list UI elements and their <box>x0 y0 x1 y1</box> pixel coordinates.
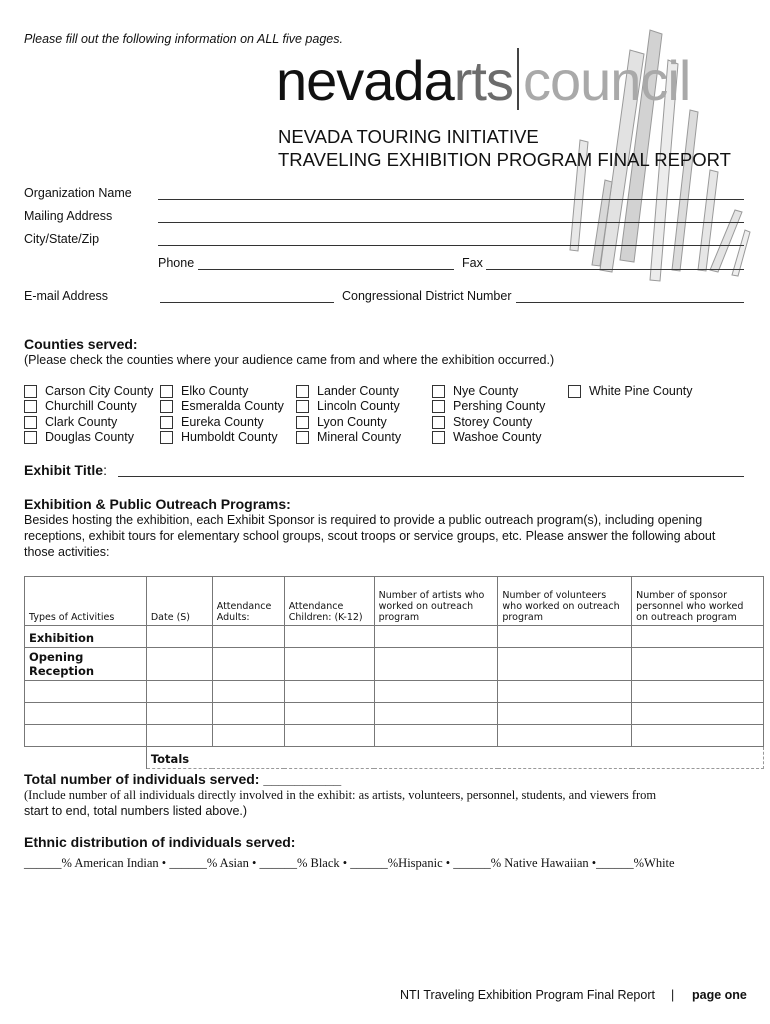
organization-name-field[interactable] <box>158 199 744 200</box>
table-row <box>25 681 764 703</box>
county-checkbox[interactable] <box>568 385 581 398</box>
table-header-cell <box>25 577 147 626</box>
table-header-cell <box>498 577 632 626</box>
table-row <box>25 626 764 648</box>
county-label: Storey County <box>453 415 533 429</box>
county-option[interactable] <box>296 399 400 413</box>
county-option[interactable] <box>432 399 545 413</box>
total-served-note-line2: start to end, total numbers listed above.) <box>24 804 248 818</box>
county-option[interactable] <box>160 415 264 429</box>
table-header-text: Number of volunteers <box>502 590 607 601</box>
county-checkbox[interactable] <box>432 400 445 413</box>
table-header-cell <box>212 577 284 626</box>
table-input-cell[interactable] <box>146 681 212 703</box>
table-input-cell[interactable] <box>374 725 498 747</box>
activity-type-cell[interactable]: Opening Reception <box>25 648 147 681</box>
county-label: Carson City County <box>45 384 154 398</box>
table-header-cell <box>284 577 374 626</box>
table-header-cell <box>632 577 764 626</box>
counties-note: (Please check the counties where your audience came from and where the exhibition occurred.) <box>24 353 555 367</box>
outreach-text-line3: those activities: <box>24 545 110 559</box>
logo-word-council: council <box>522 49 691 112</box>
counties-heading: Counties served: <box>24 336 138 352</box>
county-option[interactable] <box>24 415 117 429</box>
table-header-text: Date (S) <box>150 612 191 623</box>
table-row <box>25 648 764 681</box>
fax-label: Fax <box>462 256 483 270</box>
table-input-cell[interactable] <box>632 681 764 703</box>
mailing-address-field[interactable] <box>158 222 744 223</box>
county-label: Washoe County <box>453 430 542 444</box>
city-state-zip-label: City/State/Zip <box>24 232 100 246</box>
exhibit-title-colon: : <box>103 462 107 478</box>
total-served-heading: Total number of individuals served: __________ <box>24 771 342 787</box>
phone-label: Phone <box>158 256 195 270</box>
congressional-district-field[interactable] <box>516 302 744 303</box>
outreach-heading: Exhibition & Public Outreach Programs: <box>24 496 291 512</box>
county-option[interactable] <box>24 399 137 413</box>
county-option[interactable] <box>24 430 134 444</box>
county-checkbox[interactable] <box>24 385 37 398</box>
county-checkbox[interactable] <box>24 400 37 413</box>
county-option[interactable] <box>160 384 248 398</box>
table-input-cell[interactable] <box>284 703 374 725</box>
table-input-cell[interactable] <box>374 681 498 703</box>
table-header-text: who worked on outreach <box>502 601 620 612</box>
table-input-cell[interactable] <box>146 703 212 725</box>
logo-divider <box>517 48 519 110</box>
county-label: Lander County <box>317 384 400 398</box>
email-label: E-mail Address <box>24 289 109 303</box>
table-input-cell[interactable] <box>212 681 284 703</box>
table-header-text: Attendance <box>216 601 272 612</box>
table-input-cell[interactable] <box>212 703 284 725</box>
table-input-cell[interactable] <box>284 626 374 648</box>
footer-page-number: page one <box>692 988 747 1002</box>
county-label: Eureka County <box>181 415 264 429</box>
table-header-text: Children: (K-12) <box>288 612 363 623</box>
table-input-cell[interactable] <box>632 648 764 681</box>
county-option[interactable] <box>160 399 284 413</box>
county-checkbox[interactable] <box>296 431 309 444</box>
county-checkbox[interactable] <box>24 416 37 429</box>
total-served-note-line1: (Include number of all individuals directly involved in the exhibit: as artists, volunteers, personnel, students, and viewers from <box>24 788 657 802</box>
county-option[interactable] <box>24 384 153 398</box>
exhibit-title-label <box>24 462 107 478</box>
table-input-cell[interactable] <box>498 681 632 703</box>
activity-type-cell[interactable] <box>25 703 147 725</box>
table-header-text: personnel who worked <box>636 601 744 612</box>
totals-label: Totals <box>150 752 190 766</box>
county-option[interactable] <box>296 384 399 398</box>
table-input-cell[interactable] <box>212 626 284 648</box>
table-input-cell[interactable] <box>498 725 632 747</box>
table-input-cell[interactable] <box>632 725 764 747</box>
county-checkbox[interactable] <box>296 400 309 413</box>
county-label: Douglas County <box>45 430 134 444</box>
county-label: Lincoln County <box>317 399 400 413</box>
county-checkbox[interactable] <box>24 431 37 444</box>
county-option[interactable] <box>568 384 693 398</box>
county-label: Nye County <box>453 384 519 398</box>
table-input-cell[interactable] <box>146 626 212 648</box>
totals-row-cell[interactable] <box>146 747 763 769</box>
table-header-text: Adults: <box>216 612 250 623</box>
table-header-text: program <box>378 612 420 623</box>
outreach-activities-table <box>24 576 764 769</box>
county-label: Pershing County <box>453 399 546 413</box>
logo-word-nevada: nevada <box>276 49 454 112</box>
outreach-text-line1: Besides hosting the exhibition, each Exhibit Sponsor is required to provide a public outreach program(s), including opening <box>24 513 703 527</box>
table-row <box>25 725 764 747</box>
email-field[interactable] <box>160 302 334 303</box>
nevada-arts-council-logo <box>276 48 690 110</box>
county-label: Lyon County <box>317 415 387 429</box>
county-checkbox[interactable] <box>432 416 445 429</box>
table-input-cell[interactable] <box>146 648 212 681</box>
table-row <box>25 703 764 725</box>
table-header-cell <box>374 577 498 626</box>
footer-separator: | <box>671 988 675 1002</box>
table-input-cell[interactable] <box>632 703 764 725</box>
county-label: Mineral County <box>317 430 402 444</box>
table-input-cell[interactable] <box>374 648 498 681</box>
county-option[interactable] <box>432 430 541 444</box>
organization-name-label: Organization Name <box>24 186 132 200</box>
exhibit-title-label-text: Exhibit Title <box>24 462 104 478</box>
table-header-text: worked on outreach <box>378 601 474 612</box>
county-checkbox[interactable] <box>160 400 173 413</box>
outreach-text-line2: receptions, exhibit tours for elementary school groups, scout troops or service groups, etc. Please answer the following about <box>24 529 716 543</box>
phone-field[interactable] <box>198 269 454 270</box>
county-checkbox[interactable] <box>296 385 309 398</box>
county-label: Esmeralda County <box>181 399 284 413</box>
congressional-district-label: Congressional District Number <box>342 289 512 303</box>
table-input-cell[interactable] <box>284 681 374 703</box>
logo-word-arts: rts <box>453 49 513 112</box>
table-input-cell[interactable] <box>498 703 632 725</box>
county-label: White Pine County <box>589 384 693 398</box>
county-checkbox[interactable] <box>296 416 309 429</box>
table-input-cell[interactable] <box>212 725 284 747</box>
table-header-text: program <box>502 612 543 623</box>
county-checkbox[interactable] <box>432 385 445 398</box>
fax-field[interactable] <box>486 269 744 270</box>
city-state-zip-field[interactable] <box>158 245 744 246</box>
ethnic-distribution-line[interactable]: ______% American Indian • ______% Asian • ______% Black • ______%Hispanic • ______% Native Hawaiian •______%White <box>24 856 675 870</box>
activity-type-cell[interactable] <box>25 681 147 703</box>
form-title-line1: NEVADA TOURING INITIATIVE <box>278 126 539 147</box>
table-input-cell[interactable] <box>284 648 374 681</box>
county-label: Humboldt County <box>181 430 278 444</box>
table-header-text: Number of sponsor <box>636 590 728 601</box>
ethnic-heading: Ethnic distribution of individuals served: <box>24 834 296 850</box>
form-title-line2: TRAVELING EXHIBITION PROGRAM FINAL REPORT <box>278 149 731 170</box>
table-input-cell[interactable] <box>374 626 498 648</box>
county-option[interactable] <box>296 430 401 444</box>
activity-type-cell[interactable]: Exhibition <box>25 626 147 648</box>
totals-spacer <box>25 747 147 769</box>
table-input-cell[interactable] <box>212 648 284 681</box>
table-input-cell[interactable] <box>146 725 212 747</box>
county-option[interactable] <box>432 415 532 429</box>
table-input-cell[interactable] <box>374 703 498 725</box>
table-input-cell[interactable] <box>498 626 632 648</box>
footer-report-name: NTI Traveling Exhibition Program Final Report <box>400 988 655 1002</box>
county-option[interactable] <box>296 415 387 429</box>
county-option[interactable] <box>160 430 278 444</box>
table-input-cell[interactable] <box>632 626 764 648</box>
county-checkbox[interactable] <box>160 385 173 398</box>
county-checkbox[interactable] <box>432 431 445 444</box>
table-header-cell <box>146 577 212 626</box>
instruction-text: Please fill out the following information on ALL five pages. <box>24 32 343 46</box>
table-input-cell[interactable] <box>284 725 374 747</box>
mailing-address-label: Mailing Address <box>24 209 113 223</box>
activity-type-cell[interactable] <box>25 725 147 747</box>
county-label: Elko County <box>181 384 249 398</box>
county-label: Churchill County <box>45 399 137 413</box>
table-input-cell[interactable] <box>498 648 632 681</box>
county-label: Clark County <box>45 415 118 429</box>
table-header-text: Attendance <box>288 601 344 612</box>
county-option[interactable] <box>432 384 518 398</box>
exhibit-title-field[interactable] <box>118 476 744 477</box>
table-header-text: on outreach program <box>636 612 737 623</box>
county-checkbox[interactable] <box>160 431 173 444</box>
table-header-text: Types of Activities <box>29 612 115 623</box>
table-header-text: Number of artists who <box>378 590 485 601</box>
county-checkbox[interactable] <box>160 416 173 429</box>
